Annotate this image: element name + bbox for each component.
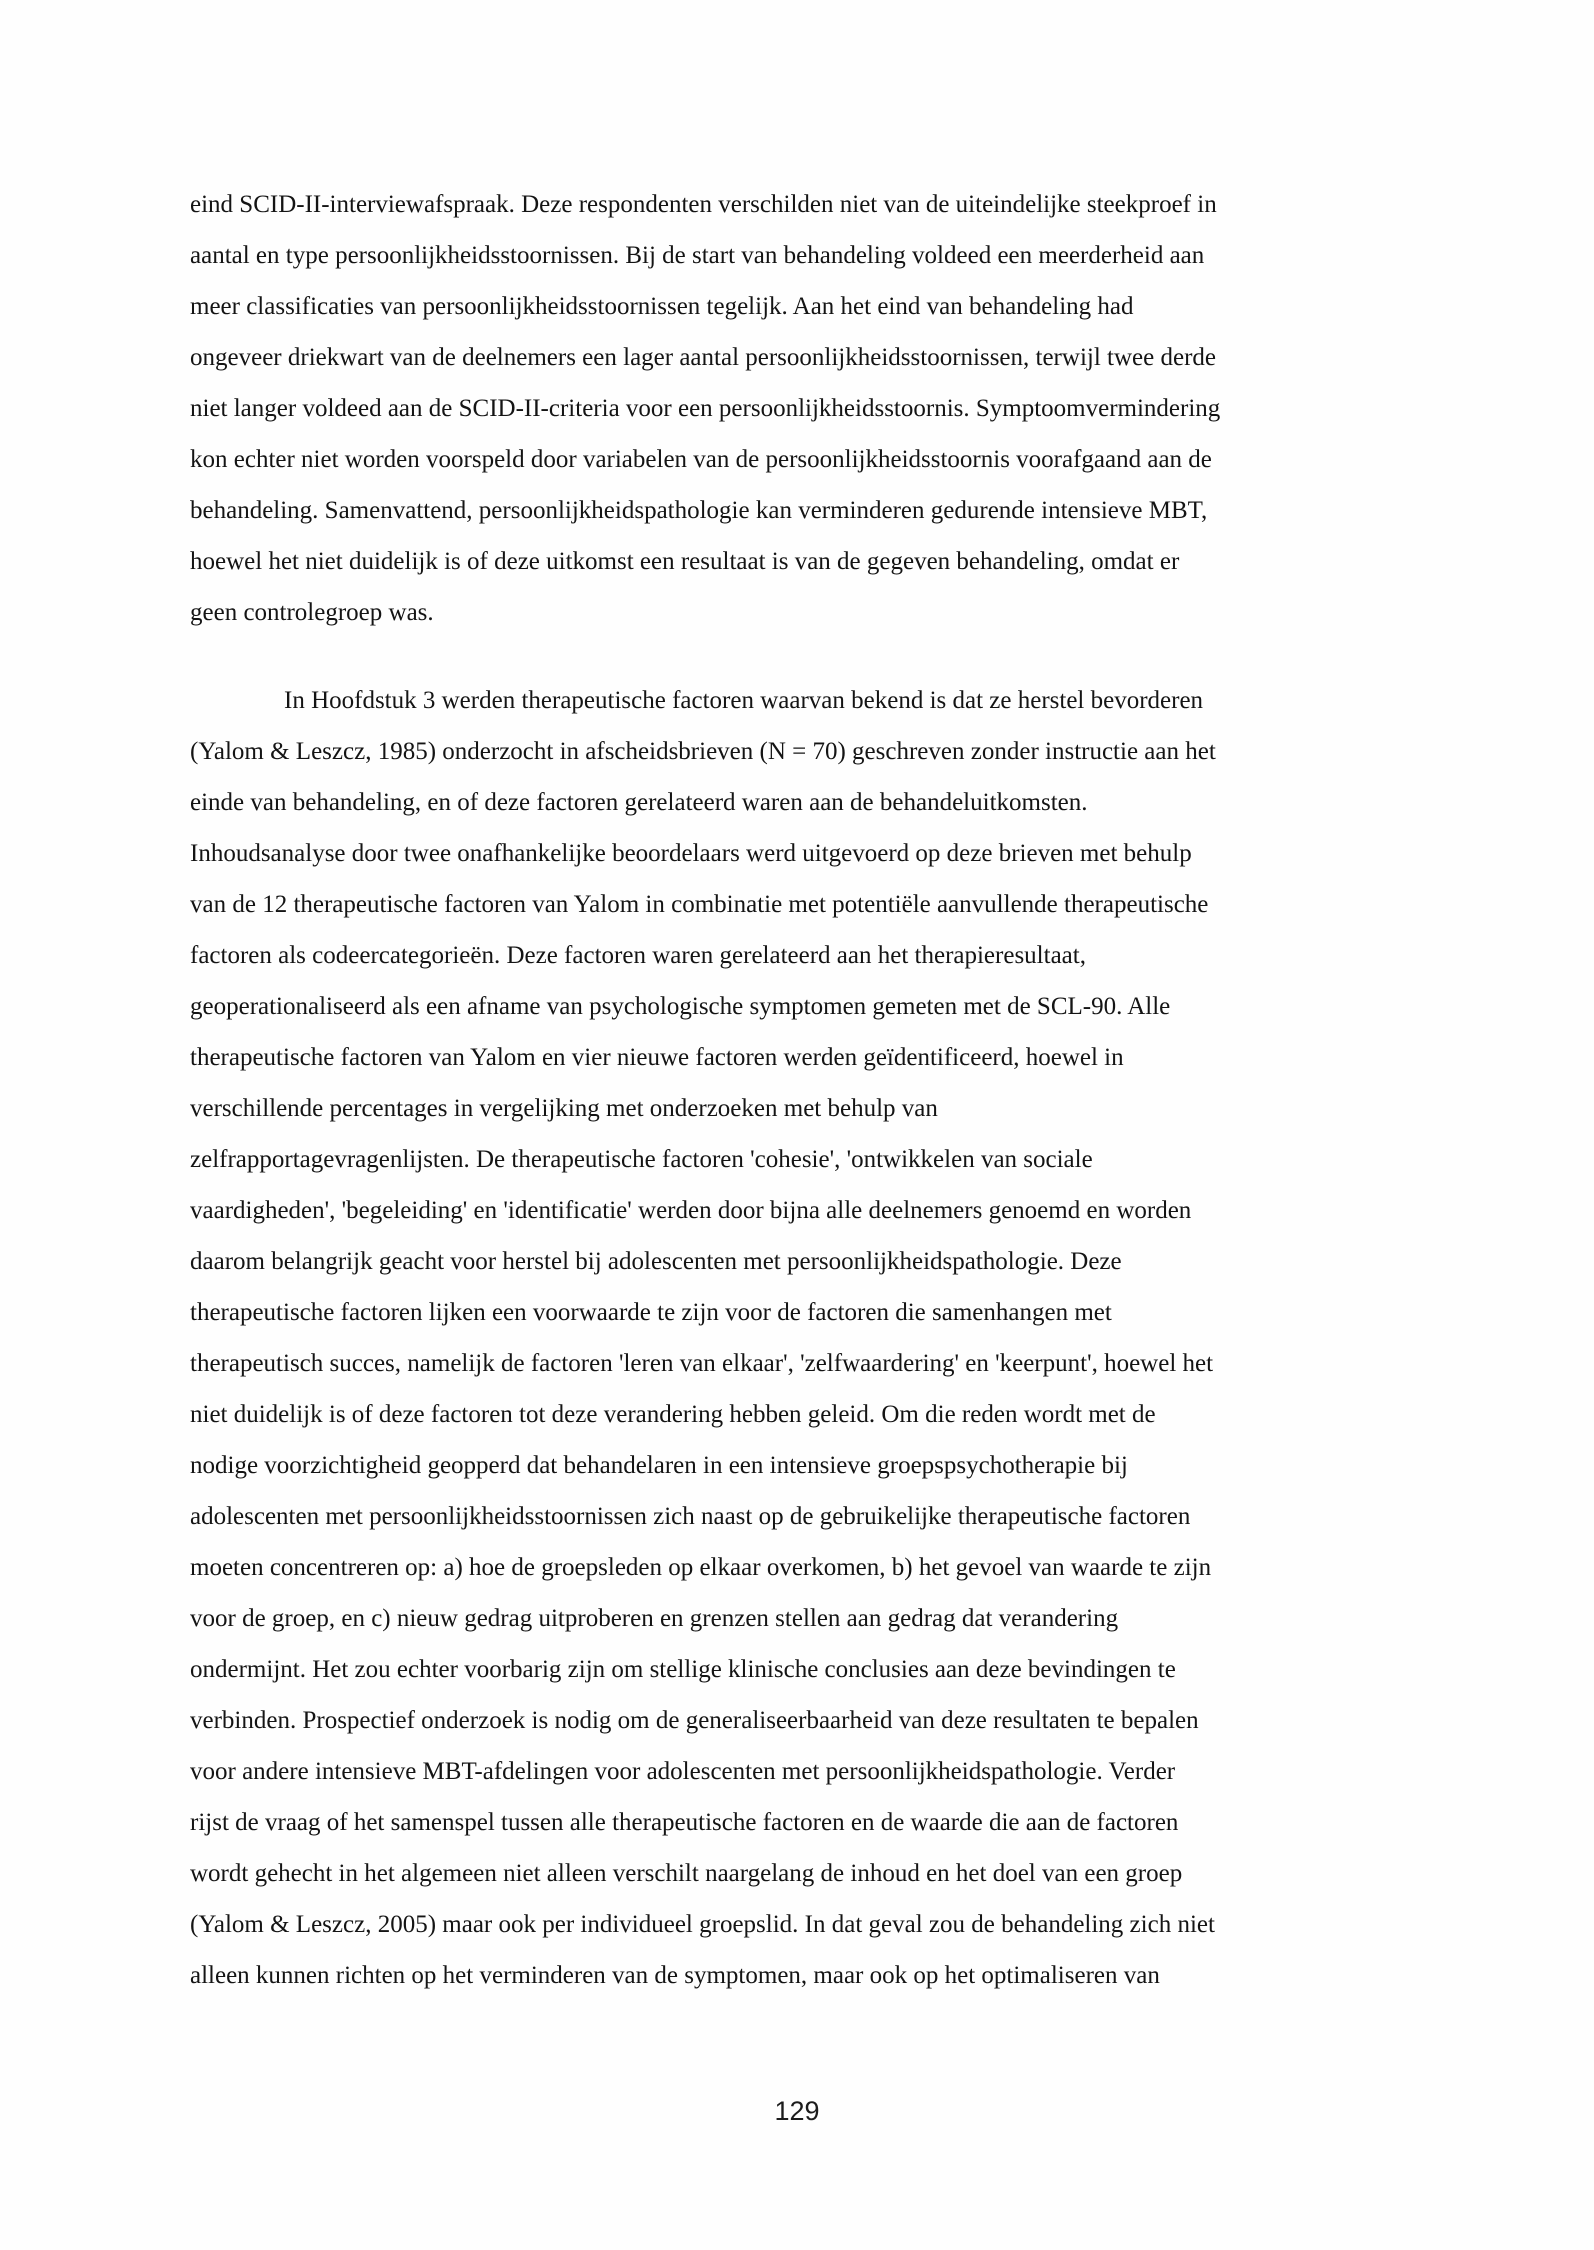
text-line: therapeutische factoren van Yalom en vier nieuwe factoren werden geïdentificeerd, hoewel in (190, 1044, 1124, 1071)
text-line: meer classificaties van persoonlijkheidsstoornissen tegelijk. Aan het eind van behandeling had (190, 293, 1134, 320)
text-line: ongeveer driekwart van de deelnemers een lager aantal persoonlijkheidsstoornissen, terwijl twee derde (190, 344, 1216, 371)
text-line: eind SCID-II-interviewafspraak. Deze respondenten verschilden niet van de uiteindelijke steekproef in (190, 191, 1217, 218)
text-line: voor andere intensieve MBT-afdelingen voor adolescenten met persoonlijkheidspathologie. Verder (190, 1758, 1176, 1785)
text-line: geen controlegroep was. (190, 599, 434, 626)
text-line: kon echter niet worden voorspeld door variabelen van de persoonlijkheidsstoornis voorafgaand aan de (190, 446, 1212, 473)
text-line: alleen kunnen richten op het verminderen van de symptomen, maar ook op het optimaliseren van (190, 1962, 1160, 1989)
text-line: vaardigheden', 'begeleiding' en 'identificatie' werden door bijna alle deelnemers genoemd en worden (190, 1197, 1192, 1224)
text-line: nodige voorzichtigheid geopperd dat behandelaren in een intensieve groepspsychotherapie bij (190, 1452, 1128, 1479)
text-line: Inhoudsanalyse door twee onafhankelijke beoordelaars werd uitgevoerd op deze brieven met behulp (190, 840, 1192, 867)
text-line: daarom belangrijk geacht voor herstel bij adolescenten met persoonlijkheidspathologie. Deze (190, 1248, 1122, 1275)
text-line: aantal en type persoonlijkheidsstoornissen. Bij de start van behandeling voldeed een meerderheid aan (190, 242, 1205, 269)
text-line: verbinden. Prospectief onderzoek is nodig om de generaliseerbaarheid van deze resultaten te bepalen (190, 1707, 1199, 1734)
text-line: voor de groep, en c) nieuw gedrag uitproberen en grenzen stellen aan gedrag dat verandering (190, 1605, 1119, 1632)
text-line: (Yalom & Leszcz, 1985) onderzocht in afscheidsbrieven (N = 70) geschreven zonder instructie aan het (190, 738, 1216, 765)
text-line: verschillende percentages in vergelijking met onderzoeken met behulp van (190, 1095, 938, 1122)
text-line: niet langer voldeed aan de SCID-II-criteria voor een persoonlijkheidsstoornis. Symptoomvermindering (190, 395, 1221, 422)
text-line: van de 12 therapeutische factoren van Yalom in combinatie met potentiële aanvullende therapeutische (190, 891, 1209, 918)
text-line: therapeutisch succes, namelijk de factoren 'leren van elkaar', 'zelfwaardering' en 'keerpunt', hoewel het (190, 1350, 1214, 1377)
text-line: behandeling. Samenvattend, persoonlijkheidspathologie kan verminderen gedurende intensieve MBT, (190, 497, 1208, 524)
page-number: 129 (774, 2096, 820, 2126)
text-line: (Yalom & Leszcz, 2005) maar ook per individueel groepslid. In dat geval zou de behandeling zich niet (190, 1911, 1215, 1938)
text-line: rijst de vraag of het samenspel tussen alle therapeutische factoren en de waarde die aan de factoren (190, 1809, 1179, 1836)
text-line: factoren als codeercategorieën. Deze factoren waren gerelateerd aan het therapieresultaat, (190, 942, 1086, 969)
text-line: wordt gehecht in het algemeen niet alleen verschilt naargelang de inhoud en het doel van een groep (190, 1860, 1183, 1887)
text-line: adolescenten met persoonlijkheidsstoornissen zich naast op de gebruikelijke therapeutische factoren (190, 1503, 1191, 1530)
text-line: moeten concentreren op: a) hoe de groepsleden op elkaar overkomen, b) het gevoel van waarde te zijn (190, 1554, 1212, 1581)
text-line: In Hoofdstuk 3 werden therapeutische factoren waarvan bekend is dat ze herstel bevorderen (284, 687, 1204, 714)
page-footer (0, 2094, 1594, 2128)
page-body-text (190, 179, 1404, 2001)
text-line: niet duidelijk is of deze factoren tot deze verandering hebben geleid. Om die reden wordt met de (190, 1401, 1156, 1428)
paragraph-chapter-3 (190, 675, 1404, 2001)
paragraph-treatment-outcome (190, 179, 1404, 638)
text-line: geoperationaliseerd als een afname van psychologische symptomen gemeten met de SCL-90. Alle (190, 993, 1171, 1020)
text-line: einde van behandeling, en of deze factoren gerelateerd waren aan de behandeluitkomsten. (190, 789, 1088, 816)
text-line: therapeutische factoren lijken een voorwaarde te zijn voor de factoren die samenhangen met (190, 1299, 1112, 1326)
text-line: zelfrapportagevragenlijsten. De therapeutische factoren 'cohesie', 'ontwikkelen van sociale (190, 1146, 1093, 1173)
text-line: ondermijnt. Het zou echter voorbarig zijn om stellige klinische conclusies aan deze bevindingen te (190, 1656, 1176, 1683)
text-line: hoewel het niet duidelijk is of deze uitkomst een resultaat is van de gegeven behandeling, omdat er (190, 548, 1180, 575)
